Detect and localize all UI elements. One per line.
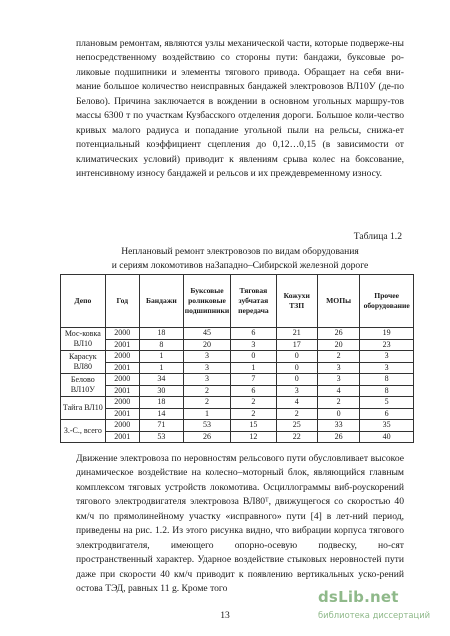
value-cell: 0 <box>276 374 317 386</box>
value-cell: 3 <box>276 385 317 397</box>
table-row <box>61 339 414 351</box>
value-cell: 5 <box>360 397 414 409</box>
year-cell: 2001 <box>105 408 139 420</box>
year-cell: 2000 <box>105 328 139 340</box>
depo-cell: Мос-ковка ВЛ10 <box>61 328 106 351</box>
table-header-row <box>61 275 414 328</box>
table-row <box>61 362 414 374</box>
value-cell: 7 <box>231 374 276 386</box>
table-row <box>61 408 414 420</box>
value-cell: 1 <box>183 408 230 420</box>
value-cell: 19 <box>360 328 414 340</box>
table-label: Таблица 1.2 <box>353 231 402 242</box>
value-cell: 8 <box>360 374 414 386</box>
value-cell: 20 <box>317 339 359 351</box>
watermark <box>318 588 448 628</box>
table-body <box>61 328 414 443</box>
year-cell: 2000 <box>105 351 139 363</box>
year-cell: 2001 <box>105 362 139 374</box>
depo-cell: Тайга ВЛ10 <box>61 397 106 420</box>
year-cell: 2000 <box>105 397 139 409</box>
value-cell: 3 <box>360 351 414 363</box>
value-cell: 12 <box>231 431 276 443</box>
header-gear-covers: Кожухи ТЗП <box>276 275 317 328</box>
header-depo: Депо <box>61 275 106 328</box>
value-cell: 21 <box>276 328 317 340</box>
value-cell: 6 <box>360 408 414 420</box>
value-cell: 22 <box>276 431 317 443</box>
value-cell: 45 <box>183 328 230 340</box>
header-bearings: Буксовые роликовые подшипники <box>183 275 230 328</box>
body-paragraph-2: Движение электровоза по неровностям рельсового пути обусловливает высокое динамическое воздействие на колесно–моторный блок, являющийся главным комплексом тяговых устройств локомотива. Осциллограммы виб-роускорений тягового электродвигателя электровоза ВЛ80ᵀ, движущегося со скоростью 40 км/ч по прямолинейному участку «исправного» пути [4] в лет-ний период, приведены на рис. 1.2. Из этого рисунка видно, что вибрации корпуса тягового электродвигателя, имеющего опорно-осевую подвеску, но-сят пространственный характер. Ударное воздействие стыковых неровностей пути даже при скорости 40 км/ч приводит к появлению вертикальных уско-рений остова ТЭД, равных 11 g. Кроме того <box>76 453 404 595</box>
value-cell: 3 <box>317 374 359 386</box>
value-cell: 33 <box>317 420 359 432</box>
table-row <box>61 420 414 432</box>
value-cell: 3 <box>317 362 359 374</box>
value-cell: 17 <box>276 339 317 351</box>
table-caption-line-1: Неплановый ремонт электровозов по видам оборудования <box>121 246 359 257</box>
table-row <box>61 374 414 386</box>
year-cell: 2001 <box>105 339 139 351</box>
value-cell: 23 <box>360 339 414 351</box>
value-cell: 3 <box>231 339 276 351</box>
value-cell: 53 <box>183 420 230 432</box>
value-cell: 3 <box>360 362 414 374</box>
value-cell: 4 <box>317 385 359 397</box>
depo-cell: Белово ВЛ10У <box>61 374 106 397</box>
body-paragraph-1: плановым ремонтам, являются узлы механической части, которые подверже-ны непосредственному воздействию со стороны пути: бандажи, буксовые ро-ликовые подшипники и элементы тягового привода. Обращает на себя вни-мание большое количество неисправных бандажей электровозов ВЛ10У (де-по Белово). Причина заключается в вождении в основном угольных маршру-тов массы 6300 т по участкам Кузбасского отделения дороги. Большое коли-чество кривых малого радиуса и попадание угольной пыли на рельсы, снижа-ет потенциальный коэффициент сцепления до 0,12…0,15 (в зависимости от климатических условий) приводит к явлениям срыва колес на боксование, интенсивному износу бандажей и рельсов и их преждевременному износу. <box>76 38 404 180</box>
table-row <box>61 351 414 363</box>
value-cell: 2 <box>276 408 317 420</box>
value-cell: 18 <box>139 328 183 340</box>
value-cell: 8 <box>139 339 183 351</box>
value-cell: 40 <box>360 431 414 443</box>
value-cell: 2 <box>317 397 359 409</box>
value-cell: 71 <box>139 420 183 432</box>
page-number: 13 <box>220 610 230 621</box>
value-cell: 0 <box>276 351 317 363</box>
table-row <box>61 431 414 443</box>
depo-cell: Карасук ВЛ80 <box>61 351 106 374</box>
value-cell: 20 <box>183 339 230 351</box>
value-cell: 2 <box>231 397 276 409</box>
value-cell: 34 <box>139 374 183 386</box>
depo-cell: З.-С., всего <box>61 420 106 443</box>
value-cell: 35 <box>360 420 414 432</box>
header-year: Год <box>105 275 139 328</box>
table-row <box>61 328 414 340</box>
value-cell: 14 <box>139 408 183 420</box>
year-cell: 2001 <box>105 431 139 443</box>
year-cell: 2000 <box>105 420 139 432</box>
value-cell: 2 <box>317 351 359 363</box>
value-cell: 1 <box>231 362 276 374</box>
value-cell: 1 <box>139 351 183 363</box>
value-cell: 25 <box>276 420 317 432</box>
value-cell: 18 <box>139 397 183 409</box>
value-cell: 2 <box>183 397 230 409</box>
value-cell: 8 <box>360 385 414 397</box>
header-mop: МОПы <box>317 275 359 328</box>
watermark-subtitle: библиотека диссертаций <box>318 610 431 620</box>
value-cell: 6 <box>231 385 276 397</box>
repair-table <box>60 274 414 443</box>
value-cell: 0 <box>317 408 359 420</box>
value-cell: 2 <box>183 385 230 397</box>
value-cell: 2 <box>231 408 276 420</box>
table-row <box>61 397 414 409</box>
value-cell: 26 <box>183 431 230 443</box>
value-cell: 3 <box>183 351 230 363</box>
value-cell: 0 <box>231 351 276 363</box>
header-gear: Тяговая зубчатая передача <box>231 275 276 328</box>
value-cell: 0 <box>276 362 317 374</box>
header-bandages: Бандажи <box>139 275 183 328</box>
table-caption-line-2: и сериям локомотивов наЗападно–Сибирской железной дороге <box>111 260 369 271</box>
year-cell: 2001 <box>105 385 139 397</box>
value-cell: 30 <box>139 385 183 397</box>
watermark-logo: dsLib.net <box>318 588 399 606</box>
header-other: Прочее оборудование <box>360 275 414 328</box>
value-cell: 3 <box>183 362 230 374</box>
table-row <box>61 385 414 397</box>
value-cell: 26 <box>317 431 359 443</box>
value-cell: 3 <box>183 374 230 386</box>
value-cell: 4 <box>276 397 317 409</box>
value-cell: 6 <box>231 328 276 340</box>
value-cell: 53 <box>139 431 183 443</box>
value-cell: 15 <box>231 420 276 432</box>
year-cell: 2000 <box>105 374 139 386</box>
value-cell: 26 <box>317 328 359 340</box>
value-cell: 1 <box>139 362 183 374</box>
